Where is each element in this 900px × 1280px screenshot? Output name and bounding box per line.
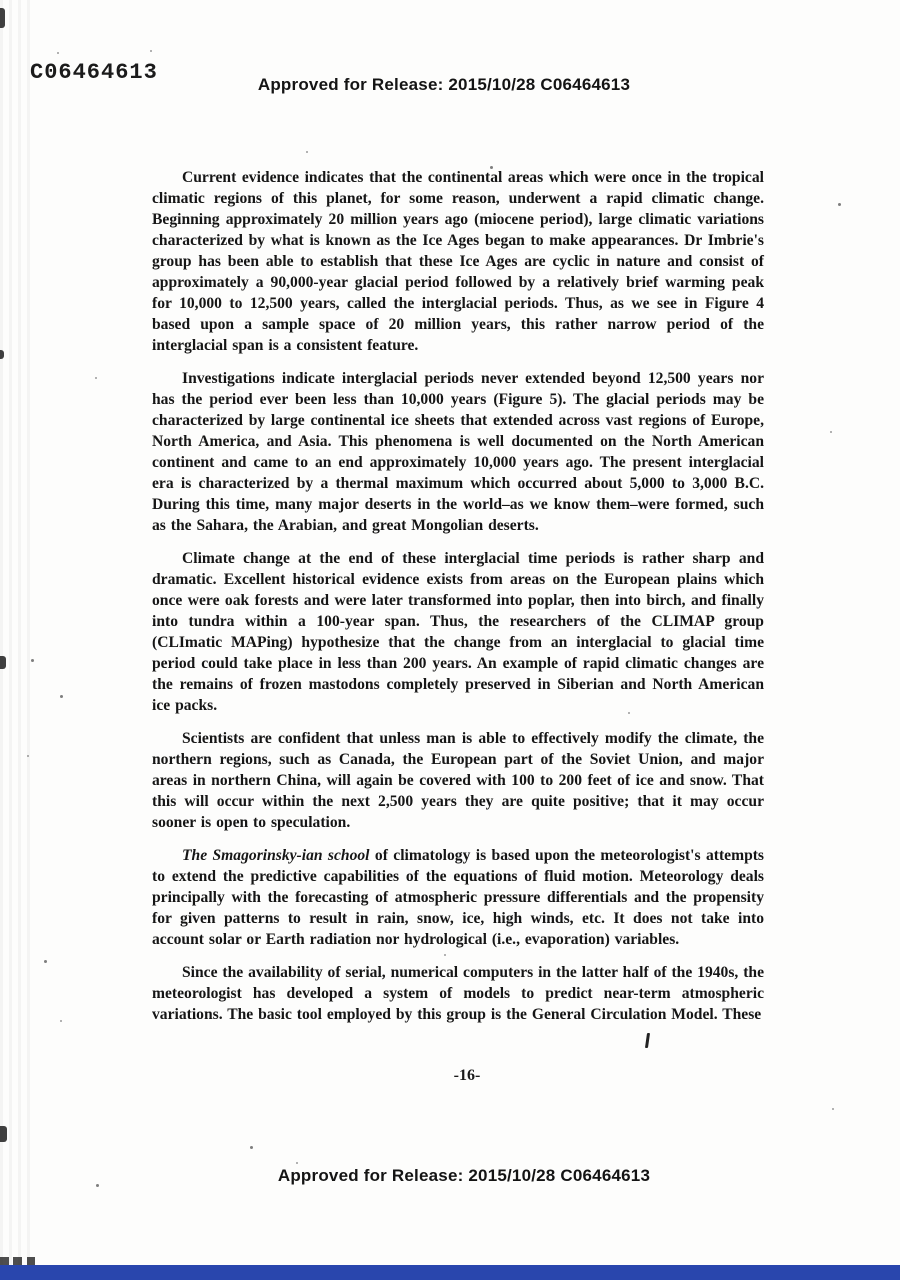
scan-speck bbox=[250, 1146, 253, 1149]
scan-speck bbox=[296, 1162, 298, 1164]
scan-edge-mark bbox=[0, 350, 4, 359]
paragraph: The Smagorinsky-ian school of climatology is based upon the meteorologist's attempts to extend the predictive capabilities of the equations of fluid motion. Meteorology deals principally with the forecasting of atmospheric pressure differentials and the propensity for given patterns to result in rain, snow, ice, high winds, etc. It does not take into account solar or Earth radiation nor hydrological (i.e., evaporation) variables. bbox=[152, 847, 764, 948]
scan-speck bbox=[838, 203, 841, 206]
page-number: -16- bbox=[453, 1067, 481, 1084]
paragraph: Climate change at the end of these interglacial time periods is rather sharp and dramatic. Excellent historical evidence exists from areas on the European plains which once were oak forests and were later transformed into poplar, then into birch, and finally into tundra within a 100-year span. Thus, the researchers of the CLIMAP group (CLImatic MAPing) hypothesize that the change from an interglacial to glacial time period could take place in less than 200 years. An example of rapid climatic changes are the remains of frozen mastodons completely preserved in Siberian and North American ice packs. bbox=[152, 550, 764, 714]
scan-speck bbox=[27, 755, 29, 757]
release-stamp-top: Approved for Release: 2015/10/28 C06464613 bbox=[257, 75, 631, 94]
scan-speck bbox=[150, 50, 152, 52]
document-body bbox=[152, 167, 764, 1037]
scan-edge-mark bbox=[0, 656, 6, 669]
scan-speck bbox=[628, 712, 630, 714]
paragraph: Since the availability of serial, numerical computers in the latter half of the 1940s, the meteorologist has developed a system of models to predict near-term atmospheric variations. The basic tool employed by this group is the General Circulation Model. These bbox=[152, 964, 764, 1023]
doc-number: C06464613 bbox=[30, 60, 158, 85]
italic-lead: The Smagorinsky-ian school bbox=[182, 847, 370, 864]
scanner-blue-bar bbox=[0, 1265, 900, 1280]
release-stamp-bottom: Approved for Release: 2015/10/28 C06464613 bbox=[277, 1166, 651, 1185]
paragraph: Current evidence indicates that the continental areas which were once in the tropical climatic regions of this planet, for some reason, underwent a rapid climatic change. Beginning approximately 20 million years ago (miocene period), large climatic variations characterized by what is known as the Ice Ages began to make appearances. Dr Imbrie's group has been able to establish that these Ice Ages are cyclic in nature and consist of approximately a 90,000-year glacial period followed by a relatively brief warming peak for 10,000 to 12,500 years, called the interglacial periods. Thus, as we see in Figure 4 based upon a sample space of 20 million years, this rather narrow period of the interglacial span is a consistent feature. bbox=[152, 169, 764, 354]
stray-pen-mark bbox=[645, 1033, 650, 1048]
scan-edge-mark bbox=[0, 1126, 7, 1142]
scan-speck bbox=[444, 954, 446, 956]
paragraph: Scientists are confident that unless man is able to effectively modify the climate, the northern regions, such as Canada, the European part of the Soviet Union, and major areas in northern China, will again be covered with 100 to 200 feet of ice and snow. That this will occur within the next 2,500 years they are quite positive; that it may occur sooner is open to speculation. bbox=[152, 730, 764, 831]
scan-speck bbox=[60, 1020, 62, 1022]
scan-speck bbox=[490, 166, 493, 169]
scan-edge-mark bbox=[0, 8, 5, 28]
scan-edge-streaks bbox=[0, 0, 30, 1280]
scan-speck bbox=[44, 960, 47, 963]
scan-speck bbox=[57, 52, 59, 54]
scan-speck bbox=[306, 151, 308, 153]
scan-speck bbox=[96, 1184, 99, 1187]
scan-speck bbox=[830, 431, 832, 433]
paragraph: Investigations indicate interglacial periods never extended beyond 12,500 years nor has the period ever been less than 10,000 years (Figure 5). The glacial periods may be characterized by large continental ice sheets that extended across vast regions of Europe, North America, and Asia. This phenomena is well documented on the North American continent and came to an end approximately 10,000 years ago. The present interglacial era is characterized by a thermal maximum which occurred about 5,000 to 3,000 B.C. During this time, many major deserts in the world–as we know them–were formed, such as the Sahara, the Arabian, and great Mongolian deserts. bbox=[152, 370, 764, 534]
scan-speck bbox=[832, 1108, 834, 1110]
scan-speck bbox=[95, 377, 97, 379]
scan-speck bbox=[31, 659, 34, 662]
scan-speck bbox=[60, 695, 63, 698]
